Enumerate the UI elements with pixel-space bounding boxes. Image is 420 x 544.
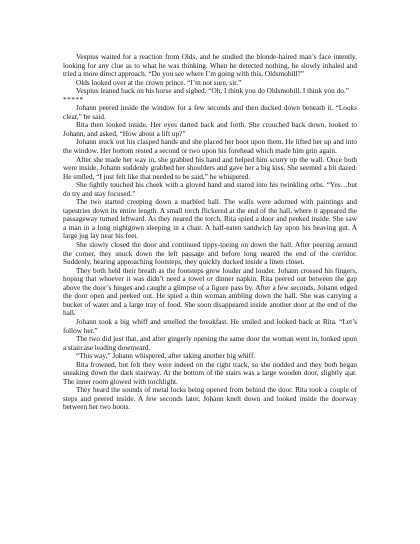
paragraph: Vespius waited for a reaction from Olds, and he studied the blonde-haired man’s face intently, looking for any clue as to what he was thinking. When he detected nothing, he slowly inhaled and tried a more direct approach. “Do you see where I’m going with this, Oldsmobill?” [63,53,357,79]
paragraph: Johann took a big whiff and smelled the breakfast. He smiled and looked back at Rita. “Let’s follow her.” [63,317,357,335]
page-body [63,53,357,412]
scene-break: ***** [63,95,84,104]
paragraph: Rita then looked inside. Her eyes darted back and forth. She crouched back down, looked to Johann, and asked, “How about a lift up?” [63,121,357,138]
paragraph: She slowly closed the door and continued tippy-toeing on down the hall. After peering around the corner, they snuck down the left passage and before long neared the end of the corridor. Suddenly, hearing approaching footsteps, they quickly ducked inside a linen closet. [63,241,357,267]
paragraph: “This way,” Johann whispered, after taking another big whiff. [76,352,256,361]
paragraph: She lightly touched his cheek with a gloved hand and stared into his twinkling orbs. “Yes…but do try and stay focused.” [63,181,357,198]
paragraph: Olds looked over at the crown prince. “I’m not sure, sir.” [76,78,242,87]
paragraph: The two did just that, and after gingerly opening the same door the woman went in, looked upon a staircase leading downward. [63,335,357,352]
paragraph: They both held their breath as the footsteps grew louder and louder. Johann crossed his fingers, hoping that whoever it was didn’t need a towel or dinner napkin. Rita peered out between the gap above the door’s hinges and caught a glimpse of a figure pass by. After a few seconds, Johann edged the door open and peeked out. He spied a thin woman ambling down the hall. She was carrying a bucket of water and a large tray of food. She soon disappeared inside another door at the end of the hall. [63,266,357,318]
paragraph: Vespius leaned back on his horse and sighed. “Oh, I think you do Oldsmobill. I think you do.” [76,87,349,96]
paragraph: Rita frowned, but felt they were indeed on the right track, so she nodded and they both began sneaking down the dark stairway. At the bottom of the stairs was a large wooden door, slightly ajar. The inner room glowed with torchlight. [63,360,357,386]
paragraph: The two started creeping down a marbled hall. The walls were adorned with paintings and tapestries down its entire length. A small torch flickered at the end of the hall, where it appeared the passageway turned leftward. As they neared the torch, Rita spied a door and peeked inside. She saw a man in a long nightgown sleeping in a chair. A half-eaten sandwich lay upon his heaving gut. A large jug lay near his feet. [63,198,357,241]
paragraph: After she made her way in, she grabbed his hand and helped him scurry up the wall. Once both were inside, Johann suddenly grabbed her shoulders and gave her a big kiss. She seemed a bit dazed. He smiled, “I just felt like that needed to be said,” he whispered. [63,155,357,181]
paragraph: Johann stuck out his clasped hands and she placed her boot upon them. He lifted her up and into the window. Her bottom rested a second or two upon his forehead which made him grin again. [63,138,357,156]
paragraph: They heard the sounds of metal locks being opened from behind the door. Rita took a couple of steps and peered inside. A few seconds later, Johann knelt down and looked inside the doorway between her two boots. [63,386,357,412]
paragraph: Johann peered inside the window for a few seconds and then ducked down beneath it. “Looks clear,” he said. [63,104,357,121]
